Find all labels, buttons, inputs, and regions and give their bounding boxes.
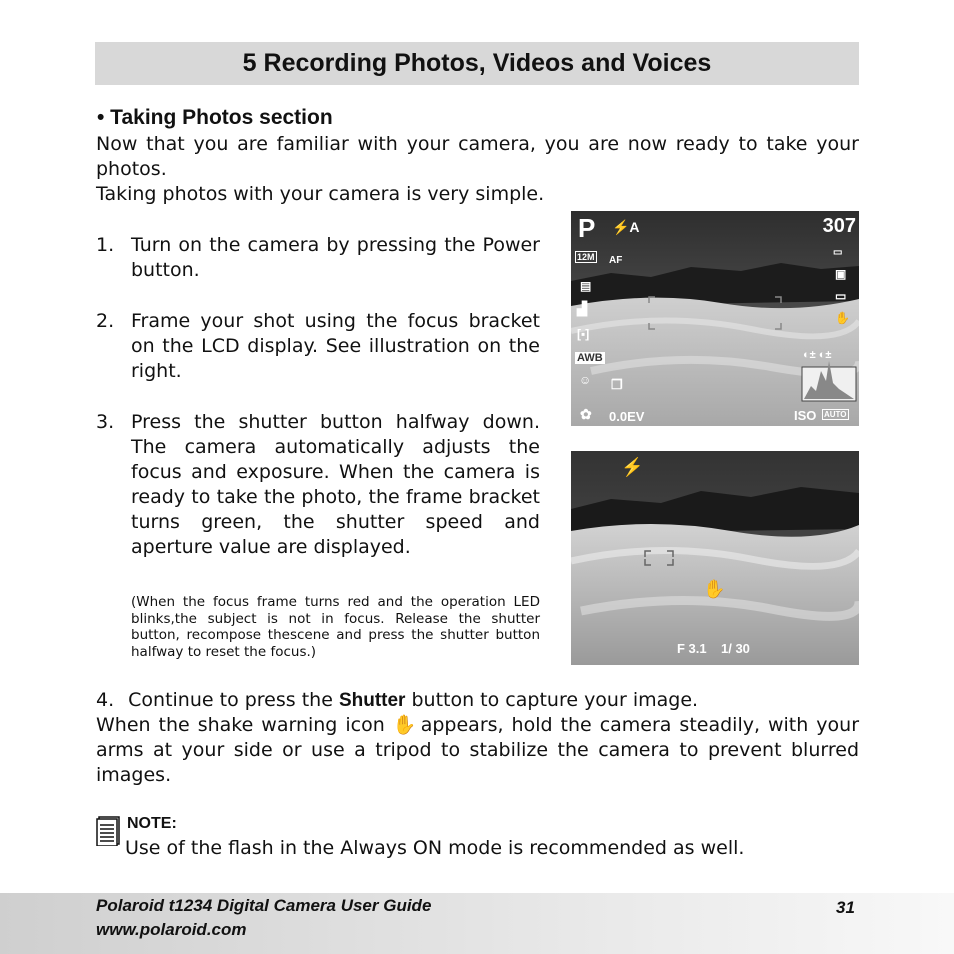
contrast-icon: ◐± ◐± — [803, 349, 832, 361]
lcd-preview-illustration — [571, 211, 859, 426]
focus-area-icon: [▪] — [577, 327, 590, 341]
shake-warning-icon: ✋ — [392, 714, 417, 736]
shake-warning-paragraph — [96, 713, 859, 788]
white-balance-icon: AWB — [577, 352, 603, 364]
landscape-scene — [571, 451, 859, 665]
step-text: Press the shutter button halfway down. The camera automatically adjusts the focus and exposure. When the camera is ready to take the photo, the frame bracket turns green, the shutter speed and aperture value are displayed. — [131, 411, 540, 558]
iso-value: AUTO — [824, 410, 847, 419]
step-4 — [96, 688, 859, 713]
step4-text-before: Continue to press the — [128, 689, 339, 711]
step4-text-after: button to capture your image. — [405, 689, 699, 711]
step-number: 3. — [96, 411, 115, 433]
step-number: 2. — [96, 310, 115, 332]
step-text: Turn on the camera by pressing the Power button. — [131, 234, 540, 281]
landscape-scene — [571, 211, 859, 426]
drive-mode-icon: ❐ — [611, 377, 623, 392]
date-stamp-icon: ▭ — [835, 289, 847, 303]
memory-card-icon: ▣ — [835, 267, 847, 281]
flash-icon: ⚡ — [621, 457, 644, 477]
note-icon — [96, 816, 120, 846]
flash-auto-icon: ⚡A — [612, 219, 640, 235]
intro-paragraph: Now that you are familiar with your camera, you are now ready to take your photos. — [96, 133, 859, 180]
step-number: 1. — [96, 234, 115, 256]
shake-text-before: When the shake warning icon — [96, 714, 393, 736]
macro-icon: ✿ — [580, 406, 592, 422]
note-label: NOTE: — [127, 815, 177, 832]
shake-text-after: appears, hold the camera steadily, with your arms at your side or use a tripod to stabilize the camera to prevent blurred images. — [96, 714, 860, 786]
focus-note: (When the focus frame turns red and the operation LED blinks,the subject is not in focus. Release the shutter button, recompose thescene and press the shutter button halfway to reset the focus.) — [131, 594, 540, 660]
step-number: 4. — [96, 689, 115, 711]
footer-guide-title: Polaroid t1234 Digital Camera User Guide — [96, 896, 432, 915]
note-text: Use of the flash in the Always ON mode is recommended as well. — [125, 837, 745, 859]
mode-indicator: P — [578, 213, 596, 243]
footer-url[interactable]: www.polaroid.com — [96, 920, 247, 939]
autofocus-icon: AF — [609, 255, 623, 266]
exposure-value: 0.0EV — [609, 409, 645, 424]
shake-warning-icon: ✋ — [703, 579, 726, 599]
shutter-word: Shutter — [338, 690, 406, 711]
section-heading: • Taking Photos section — [97, 106, 333, 129]
intro-simple: Taking photos with your camera is very simple. — [96, 183, 545, 205]
face-detect-icon: ☺ — [579, 373, 592, 387]
lcd-halfpress-illustration — [571, 451, 859, 665]
iso-label: ISO — [794, 408, 817, 423]
chapter-title: 5 Recording Photos, Videos and Voices — [242, 49, 712, 77]
stabilizer-icon: ✋ — [835, 311, 850, 325]
shots-remaining: 307 — [822, 215, 856, 237]
metering-icon: ▟ — [577, 301, 587, 316]
resolution-icon: 12M — [577, 252, 595, 262]
step-text: Frame your shot using the focus bracket on the LCD display. See illustration on the right. — [131, 310, 540, 382]
chapter-title-bar — [95, 42, 859, 85]
quality-icon: ▤ — [580, 279, 592, 293]
page-number: 31 — [836, 898, 855, 917]
shutter-speed: 1/ 30 — [721, 641, 750, 656]
battery-icon: ▭ — [833, 247, 843, 258]
aperture-value: F 3.1 — [677, 641, 707, 656]
page-footer — [0, 893, 954, 954]
